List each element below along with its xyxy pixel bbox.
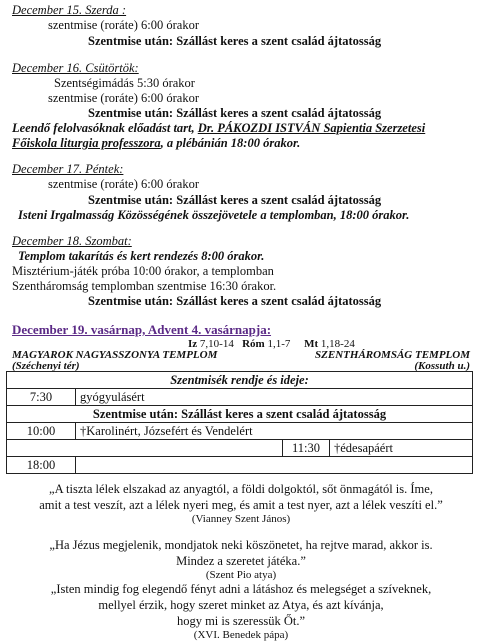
reading2-verse: 1,1-7 <box>267 338 291 350</box>
dec16-lecturer-title: Főiskola liturgia professzora <box>12 136 161 150</box>
dec19-date: December 19. vasárnap, Advent 4. vasárnapja: <box>12 322 272 337</box>
dec16-lecture-line1 <box>12 121 425 136</box>
quote-3-author: (XVI. Benedek pápa) <box>193 629 289 641</box>
quote-2-line-1: „Ha Jézus megjelenik, mondjatok neki köszönetet, ha rejtve marad, akkor is. <box>49 538 433 552</box>
dec16-devotion: Szentmise után: Szállást keres a szent család ájtatosság <box>88 106 382 120</box>
quote-3-line-1: „Isten mindig fog elegendő fényt adni a látáshoz és melegséget a szíveknek, <box>50 582 432 596</box>
reading1-verse: 7,10-14 <box>199 338 234 350</box>
dec16-lecture-text: Leendő felolvasóknak előadást tart, <box>12 121 198 135</box>
schedule-empty-cell <box>7 440 283 457</box>
dec16-adoration: Szentségimádás 5:30 órakor <box>54 76 195 90</box>
dec17-date: December 17. Péntek: <box>12 162 124 176</box>
dec16-lecture-line2 <box>12 136 300 151</box>
quote-1-author: (Vianney Szent János) <box>191 513 291 525</box>
dec18-date: December 18. Szombat: <box>12 234 132 248</box>
table-row <box>7 423 473 440</box>
church-right-address: (Kossuth u.) <box>414 360 470 372</box>
schedule-header-row <box>7 372 473 389</box>
dec16-date: December 16. Csütörtök: <box>12 61 139 75</box>
mass-schedule-table <box>6 371 473 474</box>
schedule-time: 10:00 <box>7 423 76 440</box>
quote-3-line-3: hogy mi is szeressük Őt.” <box>176 614 306 628</box>
quote-2-author: (Szent Pio atya) <box>205 569 277 581</box>
schedule-intention: gyógyulásért <box>76 389 473 406</box>
reading2-book: Róm <box>242 338 265 350</box>
schedule-time: 11:30 <box>283 440 330 457</box>
quote-3-line-2: mellyel érzik, hogy szeret minket az Atya, és azt kívánja, <box>98 598 384 612</box>
quote-2 <box>0 537 482 582</box>
dec17-mercy-meeting: Isteni Irgalmasság Közösségének összejövetele a templomban, 18:00 órakor. <box>18 208 410 222</box>
reading3-verse: 1,18-24 <box>320 338 355 350</box>
schedule-intention: †édesapáért <box>330 440 473 457</box>
schedule-empty-cell <box>76 457 473 474</box>
dec15-mass: szentmise (roráte) 6:00 órakor <box>48 18 199 32</box>
reading3-book: Mt <box>304 338 319 350</box>
quote-1-line-2: amit a test veszít, azt a lélek nyeri meg, és amit a test nyer, azt a lélek veszíti el.” <box>39 498 443 512</box>
dec17-devotion: Szentmise után: Szállást keres a szent család ájtatosság <box>88 193 382 207</box>
table-row <box>7 406 473 423</box>
dec17-mass: szentmise (roráte) 6:00 órakor <box>48 177 199 191</box>
dec16-lecture-place: , a plébánián 18:00 órakor. <box>160 136 301 150</box>
quote-1-line-1: „A tiszta lélek elszakad az anyagtól, a földi dolgoktól, sőt önmagától is. Íme, <box>49 482 433 496</box>
dec16-mass: szentmise (roráte) 6:00 órakor <box>48 91 199 105</box>
church-left-address: (Széchenyi tér) <box>12 360 80 372</box>
dec18-rehearsal: Misztérium-játék próba 10:00 órakor, a templomban <box>12 264 274 278</box>
quote-1 <box>0 481 482 526</box>
dec18-mass: Szentháromság templomban szentmise 16:30 órakor. <box>12 279 277 293</box>
schedule-devotion: Szentmise után: Szállást keres a szent család ájtatosság <box>7 406 473 423</box>
dec18-cleaning: Templom takarítás és kert rendezés 8:00 órakor. <box>18 249 265 263</box>
dec18-devotion: Szentmise után: Szállást keres a szent család ájtatosság <box>88 294 382 308</box>
schedule-header: Szentmisék rendje és ideje: <box>7 372 473 389</box>
schedule-time: 18:00 <box>7 457 76 474</box>
church-left-name: MAGYAROK NAGYASSZONYA TEMPLOM <box>12 349 218 361</box>
quote-3 <box>0 581 482 642</box>
schedule-time: 7:30 <box>7 389 76 406</box>
dec15-devotion: Szentmise után: Szállást keres a szent család ájtatosság <box>88 34 382 48</box>
quote-2-line-2: Mindez a szeretet játéka.” <box>176 554 306 568</box>
table-row <box>7 457 473 474</box>
table-row <box>7 440 473 457</box>
reading1-book: Iz <box>188 338 198 350</box>
schedule-intention: †Karolinért, Józsefért és Vendelért <box>76 423 473 440</box>
dec15-date: December 15. Szerda : <box>12 3 127 17</box>
dec16-lecturer-name: Dr. PÁKOZDI ISTVÁN Sapientia Szerzetesi <box>197 121 426 135</box>
table-row <box>7 389 473 406</box>
church-right-name: SZENTHÁROMSÁG TEMPLOM <box>315 349 470 361</box>
